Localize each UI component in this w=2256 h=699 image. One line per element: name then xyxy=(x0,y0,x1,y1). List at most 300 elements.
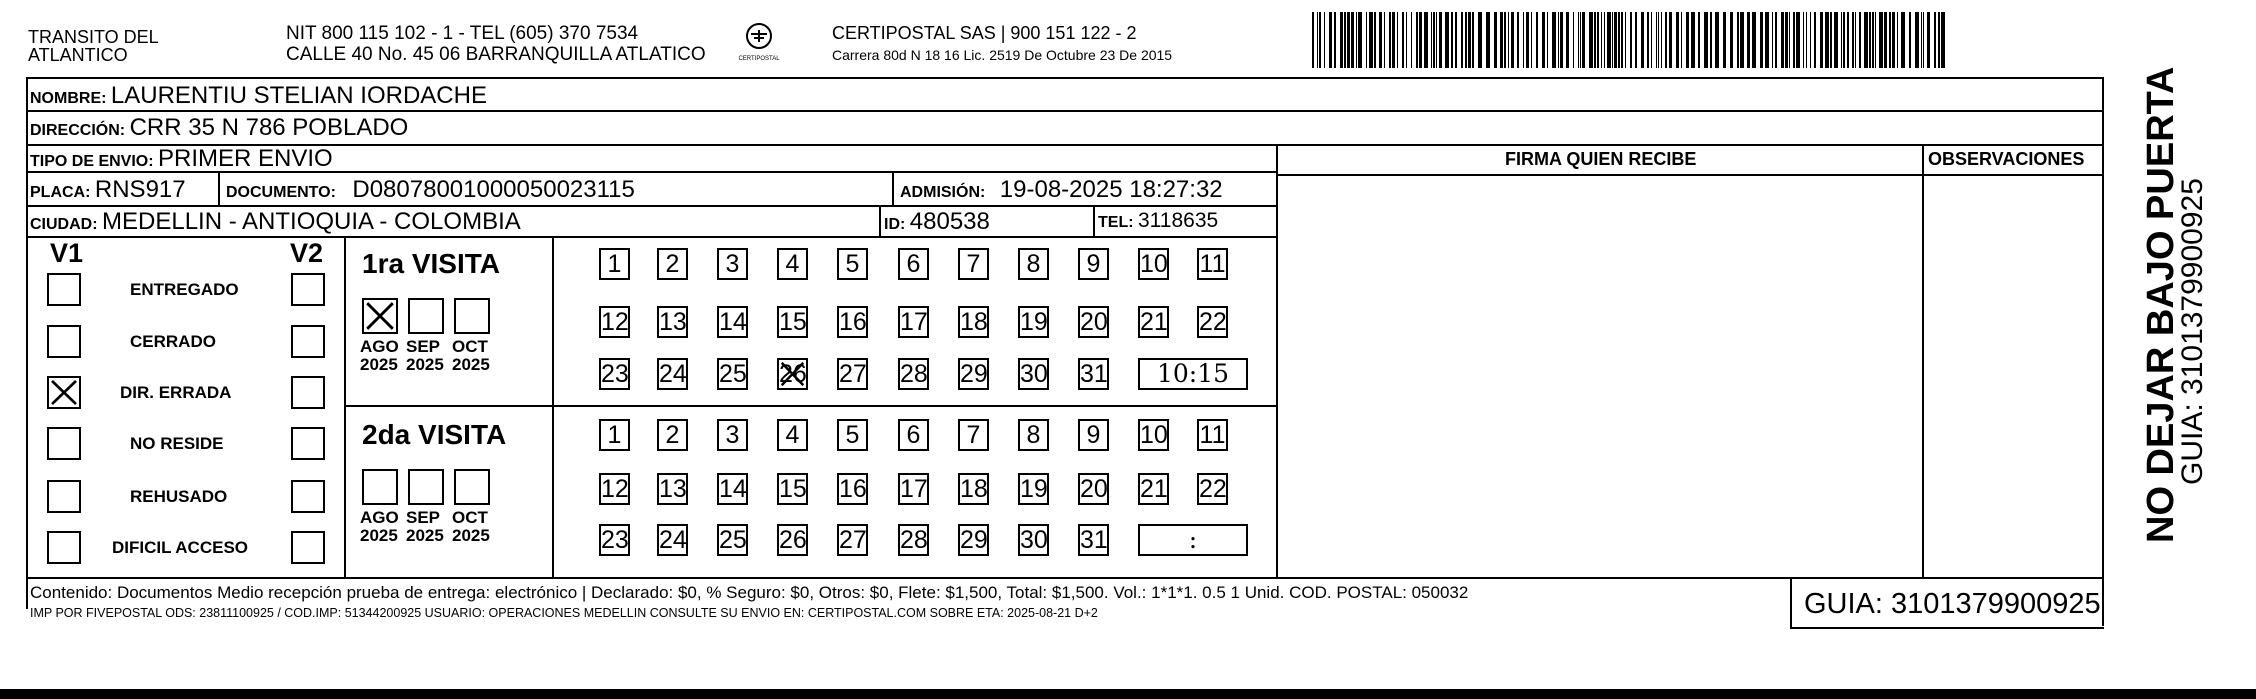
v1-checkbox[interactable] xyxy=(47,376,81,409)
v1-checkbox[interactable] xyxy=(47,531,81,564)
day-cell[interactable] xyxy=(1018,473,1049,505)
barcode-bar xyxy=(1340,12,1343,68)
day-number: 24 xyxy=(659,360,687,388)
day-cell[interactable] xyxy=(1018,524,1049,556)
month-label: OCT xyxy=(452,508,488,527)
barcode-bar xyxy=(1810,12,1811,68)
day-number: 22 xyxy=(1199,308,1227,336)
year-label: 2025 xyxy=(406,355,444,374)
barcode-bar xyxy=(1424,12,1428,68)
day-cell[interactable] xyxy=(717,248,748,280)
status-label: REHUSADO xyxy=(130,487,228,506)
day-number: 23 xyxy=(601,526,629,554)
day-cell[interactable] xyxy=(1078,358,1109,390)
day-cell[interactable] xyxy=(657,473,688,505)
tel-field xyxy=(1098,210,1218,231)
barcode-bar xyxy=(1461,12,1463,68)
day-number: 16 xyxy=(839,308,867,336)
day-number: 4 xyxy=(785,421,800,449)
month-label: OCT xyxy=(452,337,488,356)
day-cell[interactable] xyxy=(777,419,808,451)
day-number: 14 xyxy=(719,475,747,503)
barcode-bar xyxy=(1789,12,1790,68)
barcode-bar xyxy=(1356,12,1357,68)
barcode-bar xyxy=(1641,12,1644,68)
placa-value: RNS917 xyxy=(94,176,186,203)
day-number: 21 xyxy=(1140,308,1168,336)
barcode-bar xyxy=(1594,12,1596,68)
day-cell[interactable] xyxy=(1078,473,1109,505)
x-mark-icon xyxy=(779,360,806,388)
day-number: 12 xyxy=(601,308,629,336)
barcode-bar xyxy=(1785,12,1788,68)
barcode-bar xyxy=(1630,12,1632,68)
id-value: 480538 xyxy=(909,208,990,235)
day-cell[interactable] xyxy=(1197,248,1228,280)
barcode-bar xyxy=(1814,12,1816,68)
day-cell[interactable] xyxy=(837,358,868,390)
v2-checkbox[interactable] xyxy=(291,376,325,409)
day-cell[interactable] xyxy=(599,524,630,556)
day-number: 28 xyxy=(900,526,928,554)
barcode-bar xyxy=(1834,12,1838,68)
month-label: AGO xyxy=(360,337,399,356)
barcode-bar xyxy=(1433,12,1435,68)
day-cell[interactable] xyxy=(958,419,989,451)
barcode-bar xyxy=(1747,12,1750,68)
barcode-bar xyxy=(1366,12,1367,68)
barcode-bar xyxy=(1397,12,1398,68)
barcode-bar xyxy=(1760,12,1763,68)
day-number: 7 xyxy=(966,421,981,449)
barcode-bar xyxy=(1796,12,1800,68)
placa-label: PLACA: xyxy=(30,184,91,201)
barcode-bar xyxy=(1582,12,1585,68)
footer-guia-number: GUIA: 3101379900925 xyxy=(1804,588,2101,620)
barcode-bar xyxy=(1312,12,1314,68)
day-cell[interactable] xyxy=(717,358,748,390)
barcode-bar xyxy=(1604,12,1605,68)
day-number: 1 xyxy=(607,421,622,449)
status-label: ENTREGADO xyxy=(130,280,239,299)
barcode-bar xyxy=(1847,12,1849,68)
barcode-bar xyxy=(1334,12,1336,68)
barcode-bar xyxy=(1607,12,1611,68)
tipo-envio-value: PRIMER ENVIO xyxy=(158,145,333,172)
barcode-bar xyxy=(1552,12,1556,68)
day-number: 11 xyxy=(1199,421,1226,449)
barcode-bar xyxy=(1934,12,1936,68)
day-cell[interactable] xyxy=(898,358,929,390)
barcode-bar xyxy=(1347,12,1350,68)
day-cell[interactable] xyxy=(657,248,688,280)
day-cell[interactable] xyxy=(898,419,929,451)
barcode-bar xyxy=(1938,12,1940,68)
barcode-bar xyxy=(1419,12,1422,68)
day-number: 22 xyxy=(1199,475,1227,503)
barcode-bar xyxy=(1927,12,1930,68)
day-cell[interactable] xyxy=(777,306,808,338)
v1-checkbox[interactable] xyxy=(47,273,81,306)
barcode-bar xyxy=(1647,12,1649,68)
day-cell[interactable] xyxy=(1078,248,1109,280)
day-number: 9 xyxy=(1086,250,1101,278)
barcode-bar xyxy=(1656,12,1657,68)
v2-checkbox[interactable] xyxy=(291,427,325,460)
day-number: 7 xyxy=(966,250,981,278)
barcode-bar xyxy=(1504,12,1506,68)
day-cell[interactable] xyxy=(1138,419,1169,451)
month-checkbox[interactable] xyxy=(408,469,444,505)
v2-checkbox[interactable] xyxy=(291,273,325,306)
day-cell[interactable] xyxy=(1197,419,1228,451)
barcode-bar xyxy=(1580,12,1581,68)
v2-header: V2 xyxy=(290,238,324,268)
barcode-bar xyxy=(1358,12,1362,68)
barcode-bar xyxy=(1875,12,1876,68)
month-checkbox[interactable] xyxy=(408,298,444,334)
direccion-field xyxy=(30,116,408,140)
day-cell[interactable] xyxy=(599,306,630,338)
barcode-bar xyxy=(1573,12,1574,68)
day-number: 2 xyxy=(665,421,680,449)
day-cell[interactable] xyxy=(657,419,688,451)
barcode-bar xyxy=(1558,12,1559,68)
barcode-bar xyxy=(1500,12,1503,68)
day-cell[interactable] xyxy=(837,473,868,505)
nombre-value: LAURENTIU STELIAN IORDACHE xyxy=(110,82,487,109)
barcode-bar xyxy=(1526,12,1529,68)
bottom-edge-band xyxy=(0,689,2256,699)
status-label: DIFICIL ACCESO xyxy=(112,538,249,557)
day-number: 10 xyxy=(1140,421,1168,449)
barcode-bar xyxy=(1843,12,1845,68)
barcode-bar xyxy=(1869,12,1871,68)
day-cell[interactable] xyxy=(1018,419,1049,451)
day-cell[interactable] xyxy=(837,419,868,451)
v1-checkbox[interactable] xyxy=(47,480,81,513)
visit-title: 1ra VISITA xyxy=(362,248,500,279)
day-number: 23 xyxy=(601,360,629,388)
month-label: SEP xyxy=(406,337,441,356)
barcode-bar xyxy=(1324,12,1325,68)
barcode-bar xyxy=(1915,12,1919,68)
day-cell[interactable] xyxy=(1018,306,1049,338)
company-line: CERTIPOSTAL SAS | 900 151 122 - 2 xyxy=(832,23,1137,43)
day-number: 3 xyxy=(725,421,740,449)
day-cell[interactable] xyxy=(837,524,868,556)
day-number: 18 xyxy=(960,308,988,336)
admision-label: ADMISIÓN: xyxy=(900,184,986,201)
barcode-bar xyxy=(1486,12,1490,68)
day-cell[interactable] xyxy=(777,473,808,505)
barcode-bar xyxy=(1923,12,1924,68)
barcode-bar xyxy=(1618,12,1620,68)
barcode-bar xyxy=(1820,12,1823,68)
barcode-bar xyxy=(1472,12,1474,68)
v2-checkbox[interactable] xyxy=(291,480,325,513)
barcode-bar xyxy=(1681,12,1682,68)
tipo-envio-label: TIPO DE ENVIO: xyxy=(30,153,154,170)
barcode-bar xyxy=(1494,12,1497,68)
barcode-bar xyxy=(1612,12,1613,68)
month-checkbox[interactable] xyxy=(362,469,398,505)
barcode-bar xyxy=(1686,12,1689,68)
org-name-line2: ATLANTICO xyxy=(28,45,128,65)
day-number: 25 xyxy=(719,360,747,388)
barcode-bar xyxy=(1451,12,1453,68)
status-label: NO RESIDE xyxy=(130,434,224,453)
barcode-bar xyxy=(1710,12,1712,68)
barcode-bar xyxy=(1772,12,1773,68)
day-cell[interactable] xyxy=(717,524,748,556)
day-cell[interactable] xyxy=(1138,473,1169,505)
barcode-bar xyxy=(1864,12,1868,68)
barcode-bar xyxy=(1730,12,1733,68)
barcode-bar xyxy=(1921,12,1922,68)
barcode-bar xyxy=(1523,12,1524,68)
day-cell[interactable] xyxy=(1078,419,1109,451)
barcode-bar xyxy=(1841,12,1842,68)
barcode-bar xyxy=(1704,12,1708,68)
v2-checkbox[interactable] xyxy=(291,531,325,564)
day-cell[interactable] xyxy=(958,358,989,390)
day-number: 19 xyxy=(1020,308,1048,336)
barcode-bar xyxy=(1389,12,1391,68)
logo-text: CERTIPOSTAL xyxy=(738,56,780,62)
day-number: 11 xyxy=(1199,250,1226,278)
ciudad-label: CIUDAD: xyxy=(30,216,98,233)
license-line: Carrera 80d N 18 16 Lic. 2519 De Octubre 23 De 2015 xyxy=(832,47,1173,63)
nombre-field xyxy=(30,84,487,108)
direccion-label: DIRECCIÓN: xyxy=(30,122,126,139)
day-number: 5 xyxy=(845,421,860,449)
day-number: 12 xyxy=(601,475,629,503)
day-number: 20 xyxy=(1080,475,1108,503)
day-number: 27 xyxy=(839,526,867,554)
day-cell[interactable] xyxy=(717,473,748,505)
barcode-bar xyxy=(1775,12,1777,68)
day-cell[interactable] xyxy=(717,419,748,451)
year-label: 2025 xyxy=(406,526,444,545)
barcode-bar xyxy=(1651,12,1652,68)
day-number: 1 xyxy=(607,250,622,278)
day-cell[interactable] xyxy=(837,306,868,338)
month-checkbox[interactable] xyxy=(454,469,490,505)
barcode-bar xyxy=(1803,12,1804,68)
status-label: CERRADO xyxy=(130,332,216,351)
tel-value: 3118635 xyxy=(1138,209,1219,232)
barcode-bar xyxy=(1884,12,1887,68)
day-cell[interactable] xyxy=(657,524,688,556)
barcode-bar xyxy=(1665,12,1667,68)
documento-field xyxy=(226,178,635,202)
day-number: 6 xyxy=(906,421,921,449)
barcode-bar xyxy=(1889,12,1891,68)
barcode-bar xyxy=(1478,12,1482,68)
day-cell[interactable] xyxy=(657,306,688,338)
day-number: 5 xyxy=(845,250,860,278)
barcode-bar xyxy=(1531,12,1532,68)
barcode-bar xyxy=(1909,12,1911,68)
documento-label: DOCUMENTO: xyxy=(226,184,336,201)
day-cell[interactable] xyxy=(599,473,630,505)
day-cell[interactable] xyxy=(958,306,989,338)
day-number: 8 xyxy=(1026,250,1041,278)
day-cell[interactable] xyxy=(777,358,808,390)
placa-field xyxy=(30,178,186,202)
barcode-bar xyxy=(1658,12,1659,68)
barcode-bar xyxy=(1445,12,1449,68)
day-cell[interactable] xyxy=(1018,358,1049,390)
day-cell[interactable] xyxy=(599,248,630,280)
barcode-bar xyxy=(1601,12,1602,68)
barcode-bar xyxy=(1411,12,1412,68)
nombre-label: NOMBRE: xyxy=(30,90,107,107)
day-number: 13 xyxy=(659,308,687,336)
month-checkbox[interactable] xyxy=(362,298,398,334)
barcode-bar xyxy=(1406,12,1407,68)
time-box[interactable]: 10:15 xyxy=(1138,358,1248,390)
barcode-bar xyxy=(1351,12,1354,68)
barcode-bar xyxy=(1465,12,1467,68)
barcode-bar xyxy=(1872,12,1874,68)
address-line: CALLE 40 No. 45 06 BARRANQUILLA ATLATICO xyxy=(286,44,706,65)
year-label: 2025 xyxy=(360,355,398,374)
day-number: 4 xyxy=(785,250,800,278)
barcode-bar xyxy=(1319,12,1321,68)
barcode-bar xyxy=(1806,12,1807,68)
barcode-bar xyxy=(1374,12,1376,68)
day-cell[interactable] xyxy=(1138,248,1169,280)
barcode-bar xyxy=(1715,12,1719,68)
barcode-bar xyxy=(1614,12,1617,68)
barcode-bar xyxy=(1402,12,1404,68)
tel-label: TEL: xyxy=(1098,214,1134,231)
status-label: DIR. ERRADA xyxy=(120,383,232,402)
x-mark-icon xyxy=(364,300,396,332)
barcode-bar xyxy=(1439,12,1442,68)
month-checkbox[interactable] xyxy=(454,298,490,334)
day-cell[interactable] xyxy=(958,524,989,556)
day-cell[interactable] xyxy=(898,524,929,556)
day-number: 14 xyxy=(719,308,747,336)
barcode-bar xyxy=(1852,12,1854,68)
firma-column-header: FIRMA QUIEN RECIBE xyxy=(1505,149,1697,169)
day-cell[interactable] xyxy=(898,473,929,505)
day-cell[interactable] xyxy=(599,358,630,390)
day-cell[interactable] xyxy=(1138,306,1169,338)
day-number: 24 xyxy=(659,526,687,554)
barcode-bar xyxy=(1621,12,1623,68)
v2-checkbox[interactable] xyxy=(291,325,325,358)
day-number: 16 xyxy=(839,475,867,503)
day-number: 10 xyxy=(1140,250,1168,278)
year-label: 2025 xyxy=(452,526,490,545)
barcode-bar xyxy=(1740,12,1744,68)
time-box[interactable]: : xyxy=(1138,524,1248,556)
barcode-bar xyxy=(1781,12,1784,68)
day-number: 6 xyxy=(906,250,921,278)
nit-line: NIT 800 115 102 - 1 - TEL (605) 370 7534 xyxy=(286,23,639,44)
day-number: 8 xyxy=(1026,421,1041,449)
day-cell[interactable] xyxy=(1018,248,1049,280)
day-cell[interactable] xyxy=(599,419,630,451)
day-number: 19 xyxy=(1020,475,1048,503)
day-cell[interactable] xyxy=(1197,306,1228,338)
barcode-bar xyxy=(1669,12,1672,68)
barcode-bar xyxy=(1329,12,1332,68)
day-cell[interactable] xyxy=(1197,473,1228,505)
day-cell[interactable] xyxy=(837,248,868,280)
year-label: 2025 xyxy=(360,526,398,545)
barcode-bar xyxy=(1676,12,1679,68)
year-label: 2025 xyxy=(452,355,490,374)
month-label: AGO xyxy=(360,508,399,527)
barcode-bar xyxy=(1344,12,1346,68)
barcode-bar xyxy=(1431,12,1432,68)
barcode-bar xyxy=(1635,12,1637,68)
day-number: 2 xyxy=(665,250,680,278)
day-cell[interactable] xyxy=(1078,306,1109,338)
barcode-bar xyxy=(1793,12,1795,68)
imp-line: IMP POR FIVEPOSTAL ODS: 23811100925 / COD.IMP: 51344200925 USUARIO: OPERACIONES MEDELLIN CONSULTE SU ENVIO EN: CERTIPOSTAL.COM SOBRE ETA: 2025-08-21 D+2 xyxy=(30,606,1098,620)
v1-checkbox[interactable] xyxy=(47,427,81,460)
day-cell[interactable] xyxy=(1078,524,1109,556)
barcode-bar xyxy=(1517,12,1519,68)
certipostal-logo xyxy=(730,20,788,64)
day-cell[interactable] xyxy=(777,248,808,280)
contents-line: Contenido: Documentos Medio recepción prueba de entrega: electrónico | Declarado: $0, % Seguro: $0, Otros: $0, Flete: $1,500, Total: $1,500. Vol.: 1*1*1. 0.5 1 Unid. COD. POSTAL: 050032 xyxy=(30,583,1469,602)
admision-field xyxy=(900,178,1223,202)
day-number: 31 xyxy=(1080,360,1108,388)
tipo-envio-field xyxy=(30,147,333,171)
day-number: 29 xyxy=(960,526,988,554)
barcode-bar xyxy=(1661,12,1662,68)
barcode-bar xyxy=(1317,12,1318,68)
barcode-bar xyxy=(1416,12,1418,68)
day-number: 15 xyxy=(779,308,807,336)
day-cell[interactable] xyxy=(898,306,929,338)
barcode-bar xyxy=(1379,12,1382,68)
id-field xyxy=(884,210,990,234)
barcode-bar xyxy=(1625,12,1626,68)
ciudad-field xyxy=(30,210,521,234)
day-number: 17 xyxy=(900,475,928,503)
day-cell[interactable] xyxy=(958,248,989,280)
day-cell[interactable] xyxy=(717,306,748,338)
day-cell[interactable] xyxy=(657,358,688,390)
day-cell[interactable] xyxy=(958,473,989,505)
barcode-bar xyxy=(1691,12,1695,68)
v1-checkbox[interactable] xyxy=(47,325,81,358)
barcode-bar xyxy=(1765,12,1769,68)
barcode-bar xyxy=(1468,12,1471,68)
barcode-bar xyxy=(1566,12,1569,68)
v1-header: V1 xyxy=(50,238,84,268)
barcode-bar xyxy=(1897,12,1898,68)
day-number: 29 xyxy=(960,360,988,388)
observaciones-column-header: OBSERVACIONES xyxy=(1928,149,2085,169)
day-cell[interactable] xyxy=(777,524,808,556)
day-cell[interactable] xyxy=(898,248,929,280)
day-number: 25 xyxy=(719,526,747,554)
month-label: SEP xyxy=(406,508,441,527)
barcode-bar xyxy=(1542,12,1545,68)
id-label: ID: xyxy=(884,216,906,233)
barcode-bar xyxy=(1597,12,1599,68)
day-number: 17 xyxy=(900,308,928,336)
